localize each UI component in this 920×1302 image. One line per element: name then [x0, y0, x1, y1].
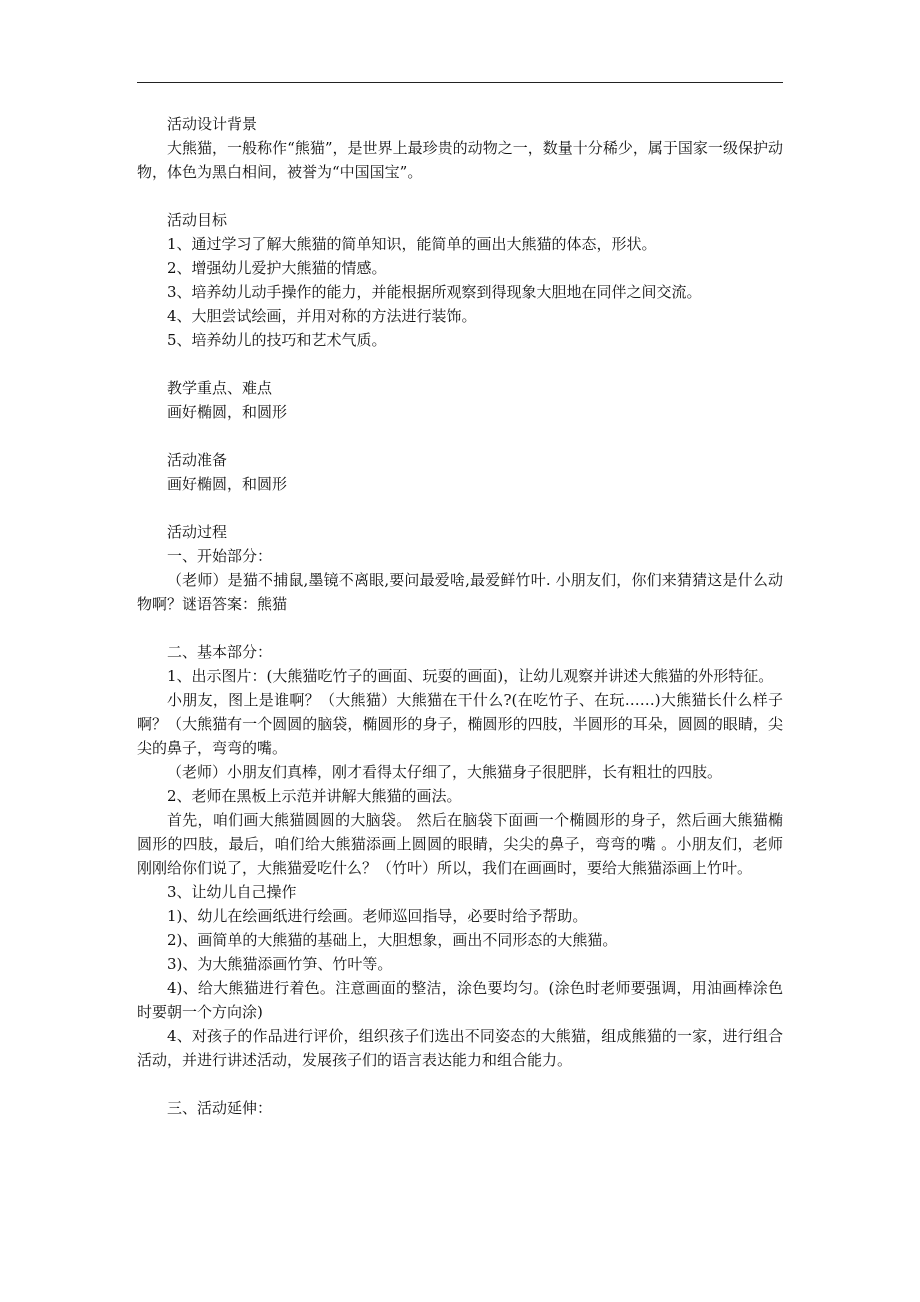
- header-rule: [137, 82, 783, 83]
- part2-paragraph: 4、对孩子的作品进行评价，组织孩子们选出不同姿态的大熊猫，组成熊猫的一家，进行组合活动，并进行讲述活动，发展孩子们的语言表达能力和组合能力。: [137, 1027, 783, 1069]
- part2-paragraph: 小朋友，图上是谁啊？（大熊猫）大熊猫在干什么?(在吃竹子、在玩……)大熊猫长什么样子啊？（大熊猫有一个圆圆的脑袋，椭圆形的身子，椭圆形的四肢，半圆形的耳朵，圆圆的眼睛，尖尖的鼻子，弯弯的嘴。: [137, 691, 783, 757]
- goal-item: 3、培养幼儿动手操作的能力，并能根据所观察到得现象大胆地在同伴之间交流。: [167, 283, 702, 301]
- goal-item: 4、大胆尝试绘画，并用对称的方法进行装饰。: [167, 307, 477, 325]
- part2-paragraph: （老师）小朋友们真棒，刚才看得太仔细了，大熊猫身子很肥胖，长有粗壮的四肢。: [167, 763, 723, 781]
- background-heading: 活动设计背景: [167, 115, 258, 133]
- part2-paragraph: 首先，咱们画大熊猫圆圆的大脑袋。 然后在脑袋下面画一个椭圆形的身子，然后画大熊猫椭圆形的四肢，最后，咱们给大熊猫添画上圆圆的眼睛，尖尖的鼻子，弯弯的嘴 。小朋友们，老师刚刚给你们说了，大熊猫爱吃什么？（竹叶）所以，我们在画画时，要给大熊猫添画上竹叶。: [137, 811, 783, 877]
- part2-paragraph: 1)、幼儿在绘画纸进行绘画。老师巡回指导，必要时给予帮助。: [167, 907, 588, 925]
- part3-title: 三、活动延伸：: [167, 1099, 273, 1117]
- process-heading: 活动过程: [167, 523, 228, 541]
- part2-paragraph: 1、出示图片：(大熊猫吃竹子的画面、玩耍的画面)，让幼儿观察并讲述大熊猫的外形特征。: [167, 667, 774, 685]
- goal-item: 2、增强幼儿爱护大熊猫的情感。: [167, 259, 387, 277]
- background-text: 大熊猫，一般称作“熊猫”，是世界上最珍贵的动物之一，数量十分稀少，属于国家一级保护动物，体色为黑白相间，被誉为“中国国宝”。: [137, 139, 783, 181]
- goal-item: 1、通过学习了解大熊猫的简单知识，能简单的画出大熊猫的体态，形状。: [167, 235, 657, 253]
- key-points-heading: 教学重点、难点: [167, 379, 273, 397]
- key-points-text: 画好椭圆，和圆形: [167, 403, 288, 421]
- part2-paragraph: 4)、给大熊猫进行着色。注意画面的整洁，涂色要均匀。(涂色时老师要强调，用油画棒涂色时要朝一个方向涂): [137, 979, 783, 1021]
- part1-title: 一、开始部分：: [167, 547, 273, 565]
- preparation-heading: 活动准备: [167, 451, 228, 469]
- preparation-text: 画好椭圆，和圆形: [167, 475, 288, 493]
- goals-heading: 活动目标: [167, 211, 228, 229]
- part1-text: （老师）是猫不捕鼠,墨镜不离眼,要问最爱啥,最爱鲜竹叶. 小朋友们，你们来猜猜这是什么动物啊？谜语答案：熊猫: [137, 571, 783, 613]
- document-body: [137, 112, 783, 1120]
- part2-paragraph: 3)、为大熊猫添画竹笋、竹叶等。: [167, 955, 393, 973]
- part2-title: 二、基本部分：: [167, 643, 273, 661]
- goal-item: 5、培养幼儿的技巧和艺术气质。: [167, 331, 387, 349]
- part2-paragraph: 2、老师在黑板上示范并讲解大熊猫的画法。: [167, 787, 462, 805]
- part2-paragraph: 2)、画简单的大熊猫的基础上，大胆想象，画出不同形态的大熊猫。: [167, 931, 618, 949]
- part2-paragraph: 3、让幼儿自己操作: [167, 883, 297, 901]
